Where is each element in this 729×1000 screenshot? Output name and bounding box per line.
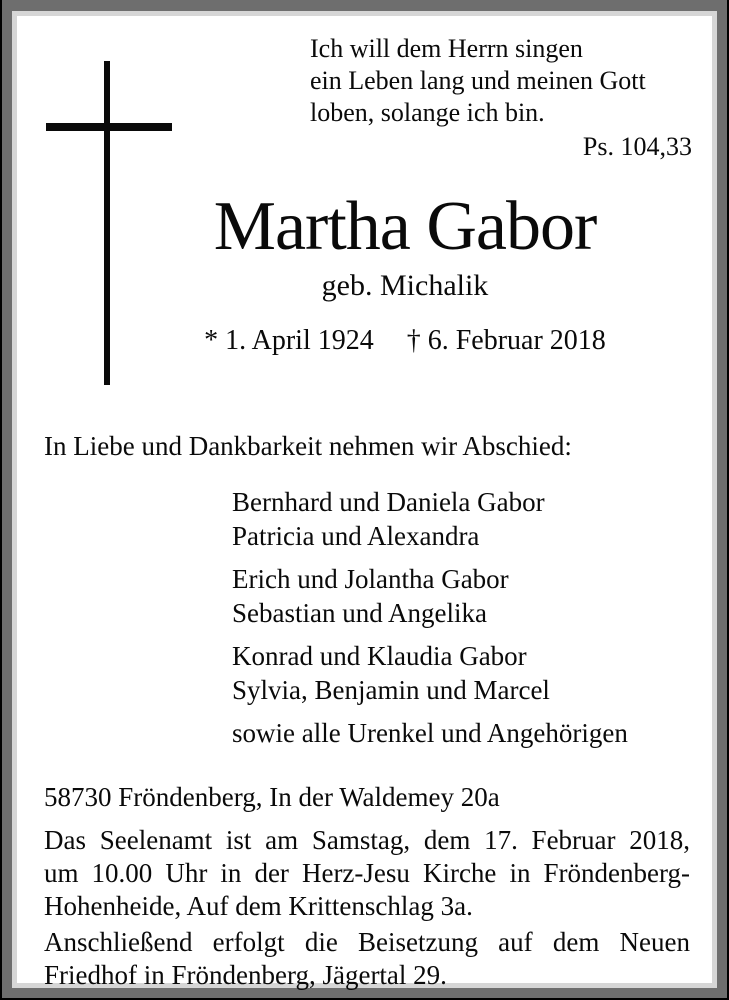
service-line: Hohenheide, Auf dem Krittenschlag 3a.	[44, 891, 473, 921]
service-and-burial	[44, 824, 690, 992]
mourner-line: Konrad und Klaudia Gabor	[232, 641, 527, 671]
scripture-reference: Ps. 104,33	[582, 132, 692, 161]
scripture-quote	[310, 33, 692, 163]
mourner-line: Sebastian und Angelika	[232, 598, 487, 628]
mourner-group	[232, 485, 628, 553]
obituary-frame-dark	[2, 0, 727, 998]
service-line: Das Seelenamt ist am Samstag, dem 17. Februar 2018,	[44, 825, 690, 855]
cross-horizontal-bar	[46, 123, 172, 131]
burial-line: Anschließend erfolgt die Beisetzung auf dem Neuen	[44, 927, 690, 957]
mourners-list	[232, 485, 628, 750]
scripture-line: Ich will dem Herrn singen	[310, 34, 583, 63]
mourner-line: Bernhard und Daniela Gabor	[232, 487, 545, 517]
service-line: um 10.00 Uhr in der Herz-Jesu Kirche in Fröndenberg-	[44, 858, 690, 888]
obituary-frame-light	[12, 11, 717, 988]
scripture-line: loben, solange ich bin.	[310, 98, 545, 127]
address-line: 58730 Fröndenberg, In der Waldemey 20a	[44, 782, 500, 812]
farewell-line: In Liebe und Dankbarkeit nehmen wir Abschied:	[44, 431, 572, 461]
death-date: † 6. Februar 2018	[406, 325, 606, 356]
obituary-card	[17, 16, 712, 990]
deceased-name: Martha Gabor	[213, 188, 597, 265]
maiden-name: geb. Michalik	[321, 269, 489, 302]
mourners-note: sowie alle Urenkel und Angehörigen	[232, 718, 628, 748]
mourner-group	[232, 562, 628, 630]
mourner-line: Erich und Jolantha Gabor	[232, 564, 509, 594]
scripture-line: ein Leben lang und meinen Gott	[310, 66, 646, 95]
mourner-line: Sylvia, Benjamin und Marcel	[232, 675, 550, 705]
birth-date: * 1. April 1924	[204, 325, 374, 356]
burial-paragraph	[44, 926, 690, 992]
life-dates	[98, 324, 712, 358]
service-paragraph	[44, 824, 690, 923]
mourner-line: Patricia und Alexandra	[232, 521, 480, 551]
burial-line: Friedhof in Fröndenberg, Jägertal 29.	[44, 960, 447, 990]
mourner-group	[232, 639, 628, 707]
